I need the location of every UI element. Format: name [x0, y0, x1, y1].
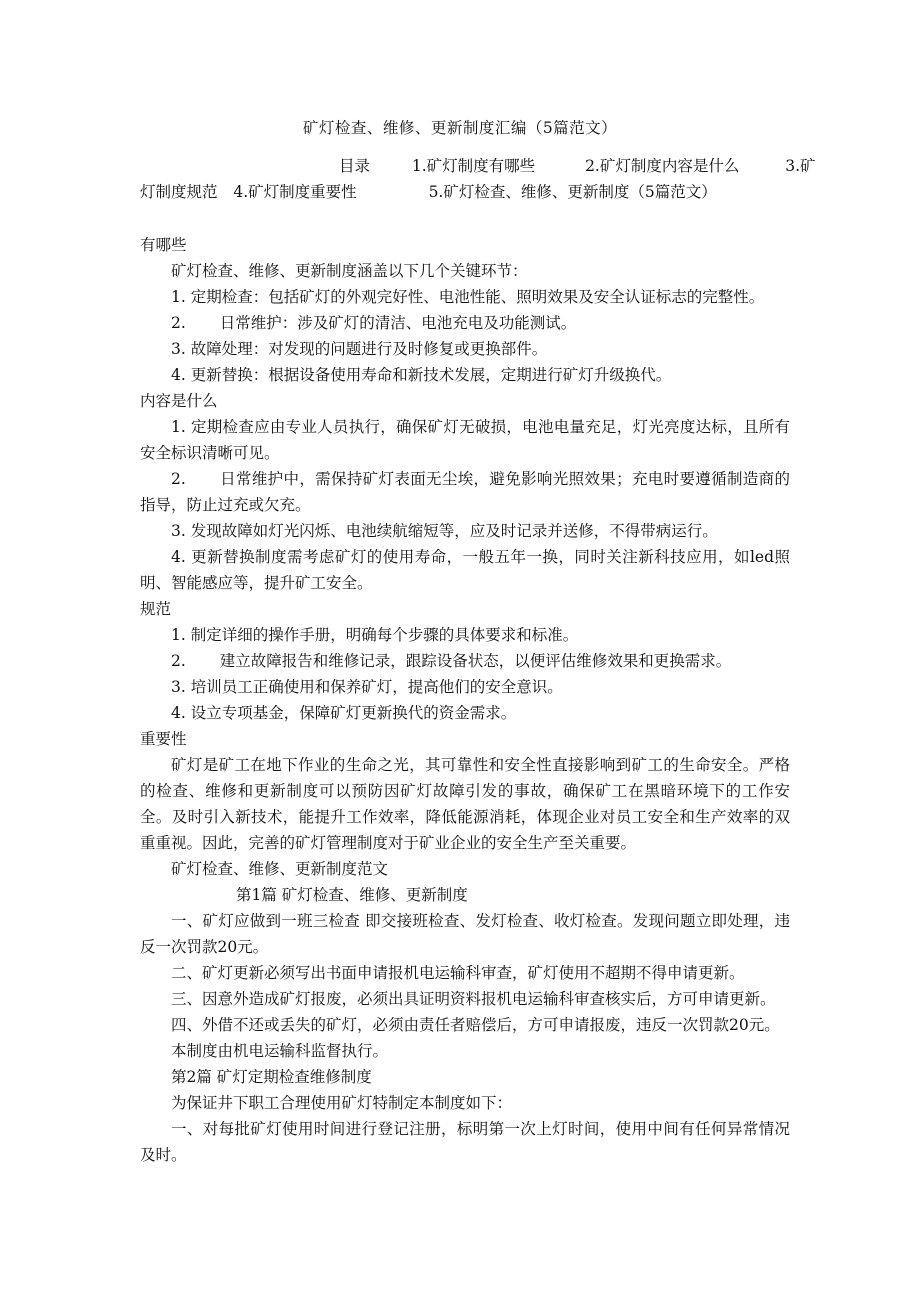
list-item: 1. 定期检查应由专业人员执行，确保矿灯无破损，电池电量充足，灯光亮度达标，且所有安全标识清晰可见。 [140, 418, 790, 462]
list-item: 1. 定期检查：包括矿灯的外观完好性、电池性能、照明效果及安全认证标志的完整性。 [171, 288, 765, 306]
section-heading: 重要性 [140, 730, 187, 748]
sample-title: 第1篇 矿灯检查、维修、更新制度 [236, 886, 468, 904]
toc-item-3-part2: 灯制度规范 [140, 183, 218, 201]
toc-item-2: 2.矿灯制度内容是什么 [585, 157, 740, 175]
toc-item-3-part1: 3.矿 [785, 157, 816, 175]
toc-item-4: 4.矿灯制度重要性 [233, 183, 357, 201]
list-item: 2. 日常维护中，需保持矿灯表面无尘埃，避免影响光照效果；充电时要遵循制造商的指导，防止过充或欠充。 [140, 470, 790, 514]
toc-item-5: 5.矿灯检查、维修、更新制度（5篇范文） [428, 183, 717, 201]
document-title: 矿灯检查、维修、更新制度汇编（5篇范文） [302, 119, 618, 137]
sample-title: 第2篇 矿灯定期检查维修制度 [171, 1068, 372, 1086]
toc-item-1: 1.矿灯制度有哪些 [411, 157, 536, 175]
section-heading: 矿灯检查、维修、更新制度范文 [171, 860, 389, 878]
list-item: 3. 培训员工正确使用和保养矿灯，提高他们的安全意识。 [171, 678, 563, 696]
list-item: 1. 制定详细的操作手册，明确每个步骤的具体要求和标准。 [171, 626, 579, 644]
paragraph: 一、矿灯应做到一班三检查 即交接班检查、发灯检查、收灯检查。发现问题立即处理，违反一次罚款20元。 [140, 912, 790, 956]
toc-line-2 [140, 180, 840, 202]
paragraph: 一、对每批矿灯使用时间进行登记注册，标明第一次上灯时间，使用中间有任何异常情况及时。 [140, 1120, 790, 1164]
paragraph: 三、因意外造成矿灯报废，必须出具证明资料报机电运输科审查核实后，方可申请更新。 [171, 990, 776, 1008]
document-body [140, 232, 790, 1168]
list-item: 3. 故障处理：对发现的问题进行及时修复或更换部件。 [171, 340, 548, 358]
paragraph: 为保证井下职工合理使用矿灯特制定本制度如下： [171, 1094, 513, 1112]
paragraph: 四、外借不还或丢失的矿灯，必须由责任者赔偿后，方可申请报废，违反一次罚款20元。 [171, 1016, 780, 1034]
list-item: 2. 日常维护：涉及矿灯的清洁、电池充电及功能测试。 [171, 314, 577, 332]
paragraph: 本制度由机电运输科监督执行。 [171, 1042, 389, 1060]
list-item: 4. 更新替换：根据设备使用寿命和新技术发展，定期进行矿灯升级换代。 [171, 366, 672, 384]
list-item: 4. 设立专项基金，保障矿灯更新换代的资金需求。 [171, 704, 517, 722]
section-heading: 内容是什么 [140, 392, 218, 410]
section-heading: 有哪些 [140, 236, 187, 254]
paragraph: 矿灯检查、维修、更新制度涵盖以下几个关键环节： [171, 262, 528, 280]
list-item: 4. 更新替换制度需考虑矿灯的使用寿命，一般五年一换，同时关注新科技应用，如led照明、智能感应等，提升矿工安全。 [140, 548, 790, 592]
paragraph: 二、矿灯更新必须写出书面申请报机电运输科审查，矿灯使用不超期不得申请更新。 [171, 964, 745, 982]
paragraph: 矿灯是矿工在地下作业的生命之光，其可靠性和安全性直接影响到矿工的生命安全。严格的检查、维修和更新制度可以预防因矿灯故障引发的事故，确保矿工在黑暗环境下的工作安全。及时引入新技术，能提升工作效率，降低能源消耗，体现企业对员工安全和生产效率的双重重视。因此，完善的矿灯管理制度对于矿业企业的安全生产至关重要。 [140, 756, 790, 852]
toc-line-1 [339, 154, 816, 176]
list-item: 3. 发现故障如灯光闪烁、电池续航缩短等，应及时记录并送修，不得带病运行。 [171, 522, 718, 540]
list-item: 2. 建立故障报告和维修记录，跟踪设备状态，以便评估维修效果和更换需求。 [171, 652, 732, 670]
toc-label: 目录 [339, 157, 371, 175]
section-heading: 规范 [140, 600, 172, 618]
